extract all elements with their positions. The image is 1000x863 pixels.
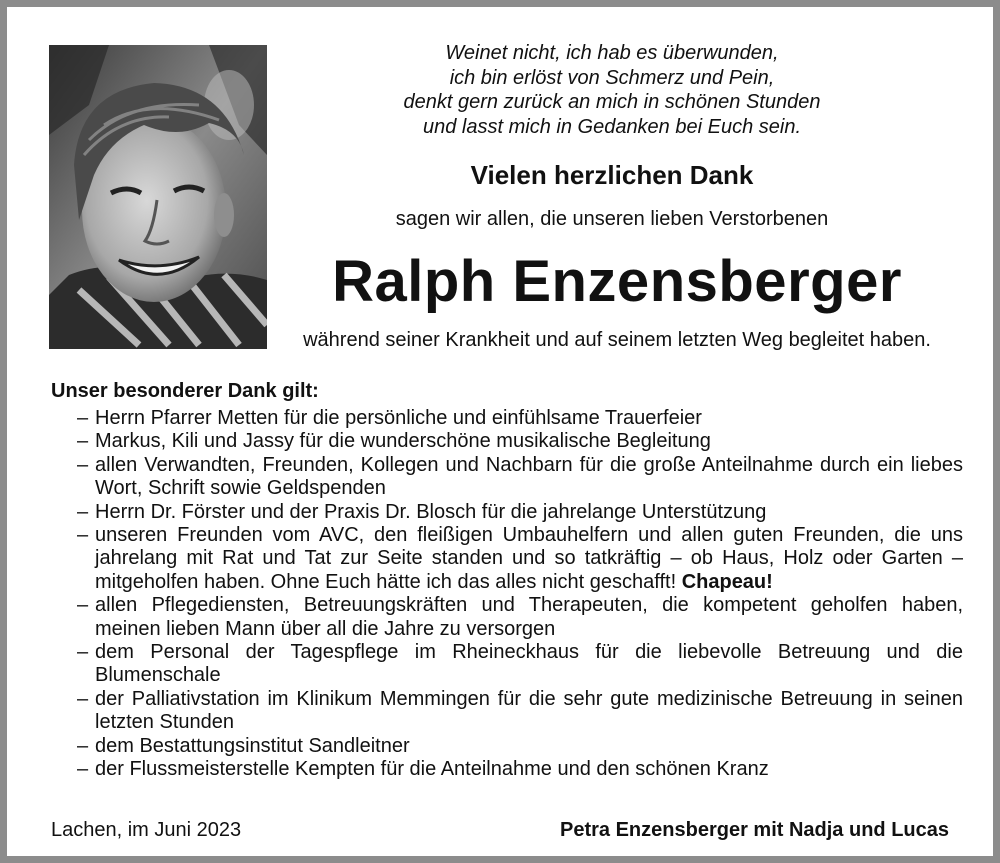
list-item: [51, 641, 963, 688]
intro-text: sagen wir allen, die unseren lieben Verstorbenen: [395, 208, 829, 230]
list-item: [51, 688, 963, 735]
list-item: [51, 407, 963, 430]
list-item-text: dem Personal der Tagespflege im Rheineckhaus für die liebevolle Betreuung und die Blumenschale: [95, 641, 963, 687]
poem-line: und lasst mich in Gedanken bei Euch sein.: [423, 115, 801, 138]
dash-bullet: –: [77, 524, 89, 547]
thanks-title: Vielen herzlichen Dank: [470, 160, 754, 190]
portrait-photo: [49, 45, 267, 349]
memorial-poem: [307, 41, 917, 139]
list-item-text: der Flussmeisterstelle Kempten für die Anteilnahme und den schönen Kranz: [95, 758, 769, 781]
special-thanks-list: [51, 407, 963, 782]
dash-bullet: –: [77, 758, 89, 781]
dash-bullet: –: [77, 734, 89, 757]
list-item-bold-text: Chapeau!: [681, 570, 773, 593]
list-item: [51, 501, 963, 524]
dash-bullet: –: [77, 453, 89, 476]
list-item-text: Herrn Dr. Förster und der Praxis Dr. Blosch für die jahrelange Unterstützung: [95, 500, 767, 523]
list-item-text: Markus, Kili und Jassy für die wunderschöne musikalische Begleitung: [95, 430, 711, 453]
deceased-name: Ralph Enzensberger: [332, 249, 902, 314]
list-item: [51, 454, 963, 501]
dash-bullet: –: [77, 407, 89, 429]
list-item-text: allen Pflegediensten, Betreuungskräften und Therapeuten, die kompetent geholfen haben, meinen lieben Mann über all die Jahre zu versorgen: [95, 594, 963, 640]
poem-line: Weinet nicht, ich hab es überwunden,: [445, 42, 779, 64]
signature: Petra Enzensberger mit Nadja und Lucas: [560, 819, 949, 841]
list-item: [51, 735, 963, 758]
list-item-text: Herrn Pfarrer Metten für die persönliche und einfühlsame Trauerfeier: [95, 407, 702, 429]
list-item-text: dem Bestattungsinstitut Sandleitner: [95, 734, 410, 757]
portrait-photo-illustration: [49, 45, 267, 349]
after-name-text: während seiner Krankheit und auf seinem letzten Weg begleitet haben.: [303, 329, 931, 351]
list-item-text: allen Verwandten, Freunden, Kollegen und Nachbarn für die große Anteilnahme durch ein liebes Wort, Schrift sowie Geldspenden: [95, 453, 963, 500]
poem-line: denkt gern zurück an mich in schönen Stunden: [403, 91, 821, 113]
list-item: [51, 524, 963, 594]
poem-line: ich bin erlöst von Schmerz und Pein,: [449, 66, 775, 89]
list-item-text: der Palliativstation im Klinikum Memmingen für die sehr gute medizinische Betreuung in seinen letzten Stunden: [95, 687, 963, 734]
list-item: [51, 430, 963, 453]
dash-bullet: –: [77, 641, 89, 664]
place-and-date: Lachen, im Juni 2023: [51, 819, 242, 841]
list-item: [51, 758, 963, 781]
dash-bullet: –: [77, 687, 89, 710]
list-item-text: unseren Freunden vom AVC, den fleißigen Umbauhelfern und allen guten Freunden, die uns jahrelang mit Rat und Tat zur Seite standen und so tatkräftig – ob Haus, Holz oder Garten – mitgeholfen haben. Ohne Euch hätte ich das alles nicht geschafft!: [95, 524, 963, 593]
dash-bullet: –: [77, 430, 89, 453]
dash-bullet: –: [77, 500, 89, 523]
dash-bullet: –: [77, 594, 89, 617]
list-item: [51, 594, 963, 641]
special-thanks-heading: Unser besonderer Dank gilt:: [51, 380, 319, 402]
